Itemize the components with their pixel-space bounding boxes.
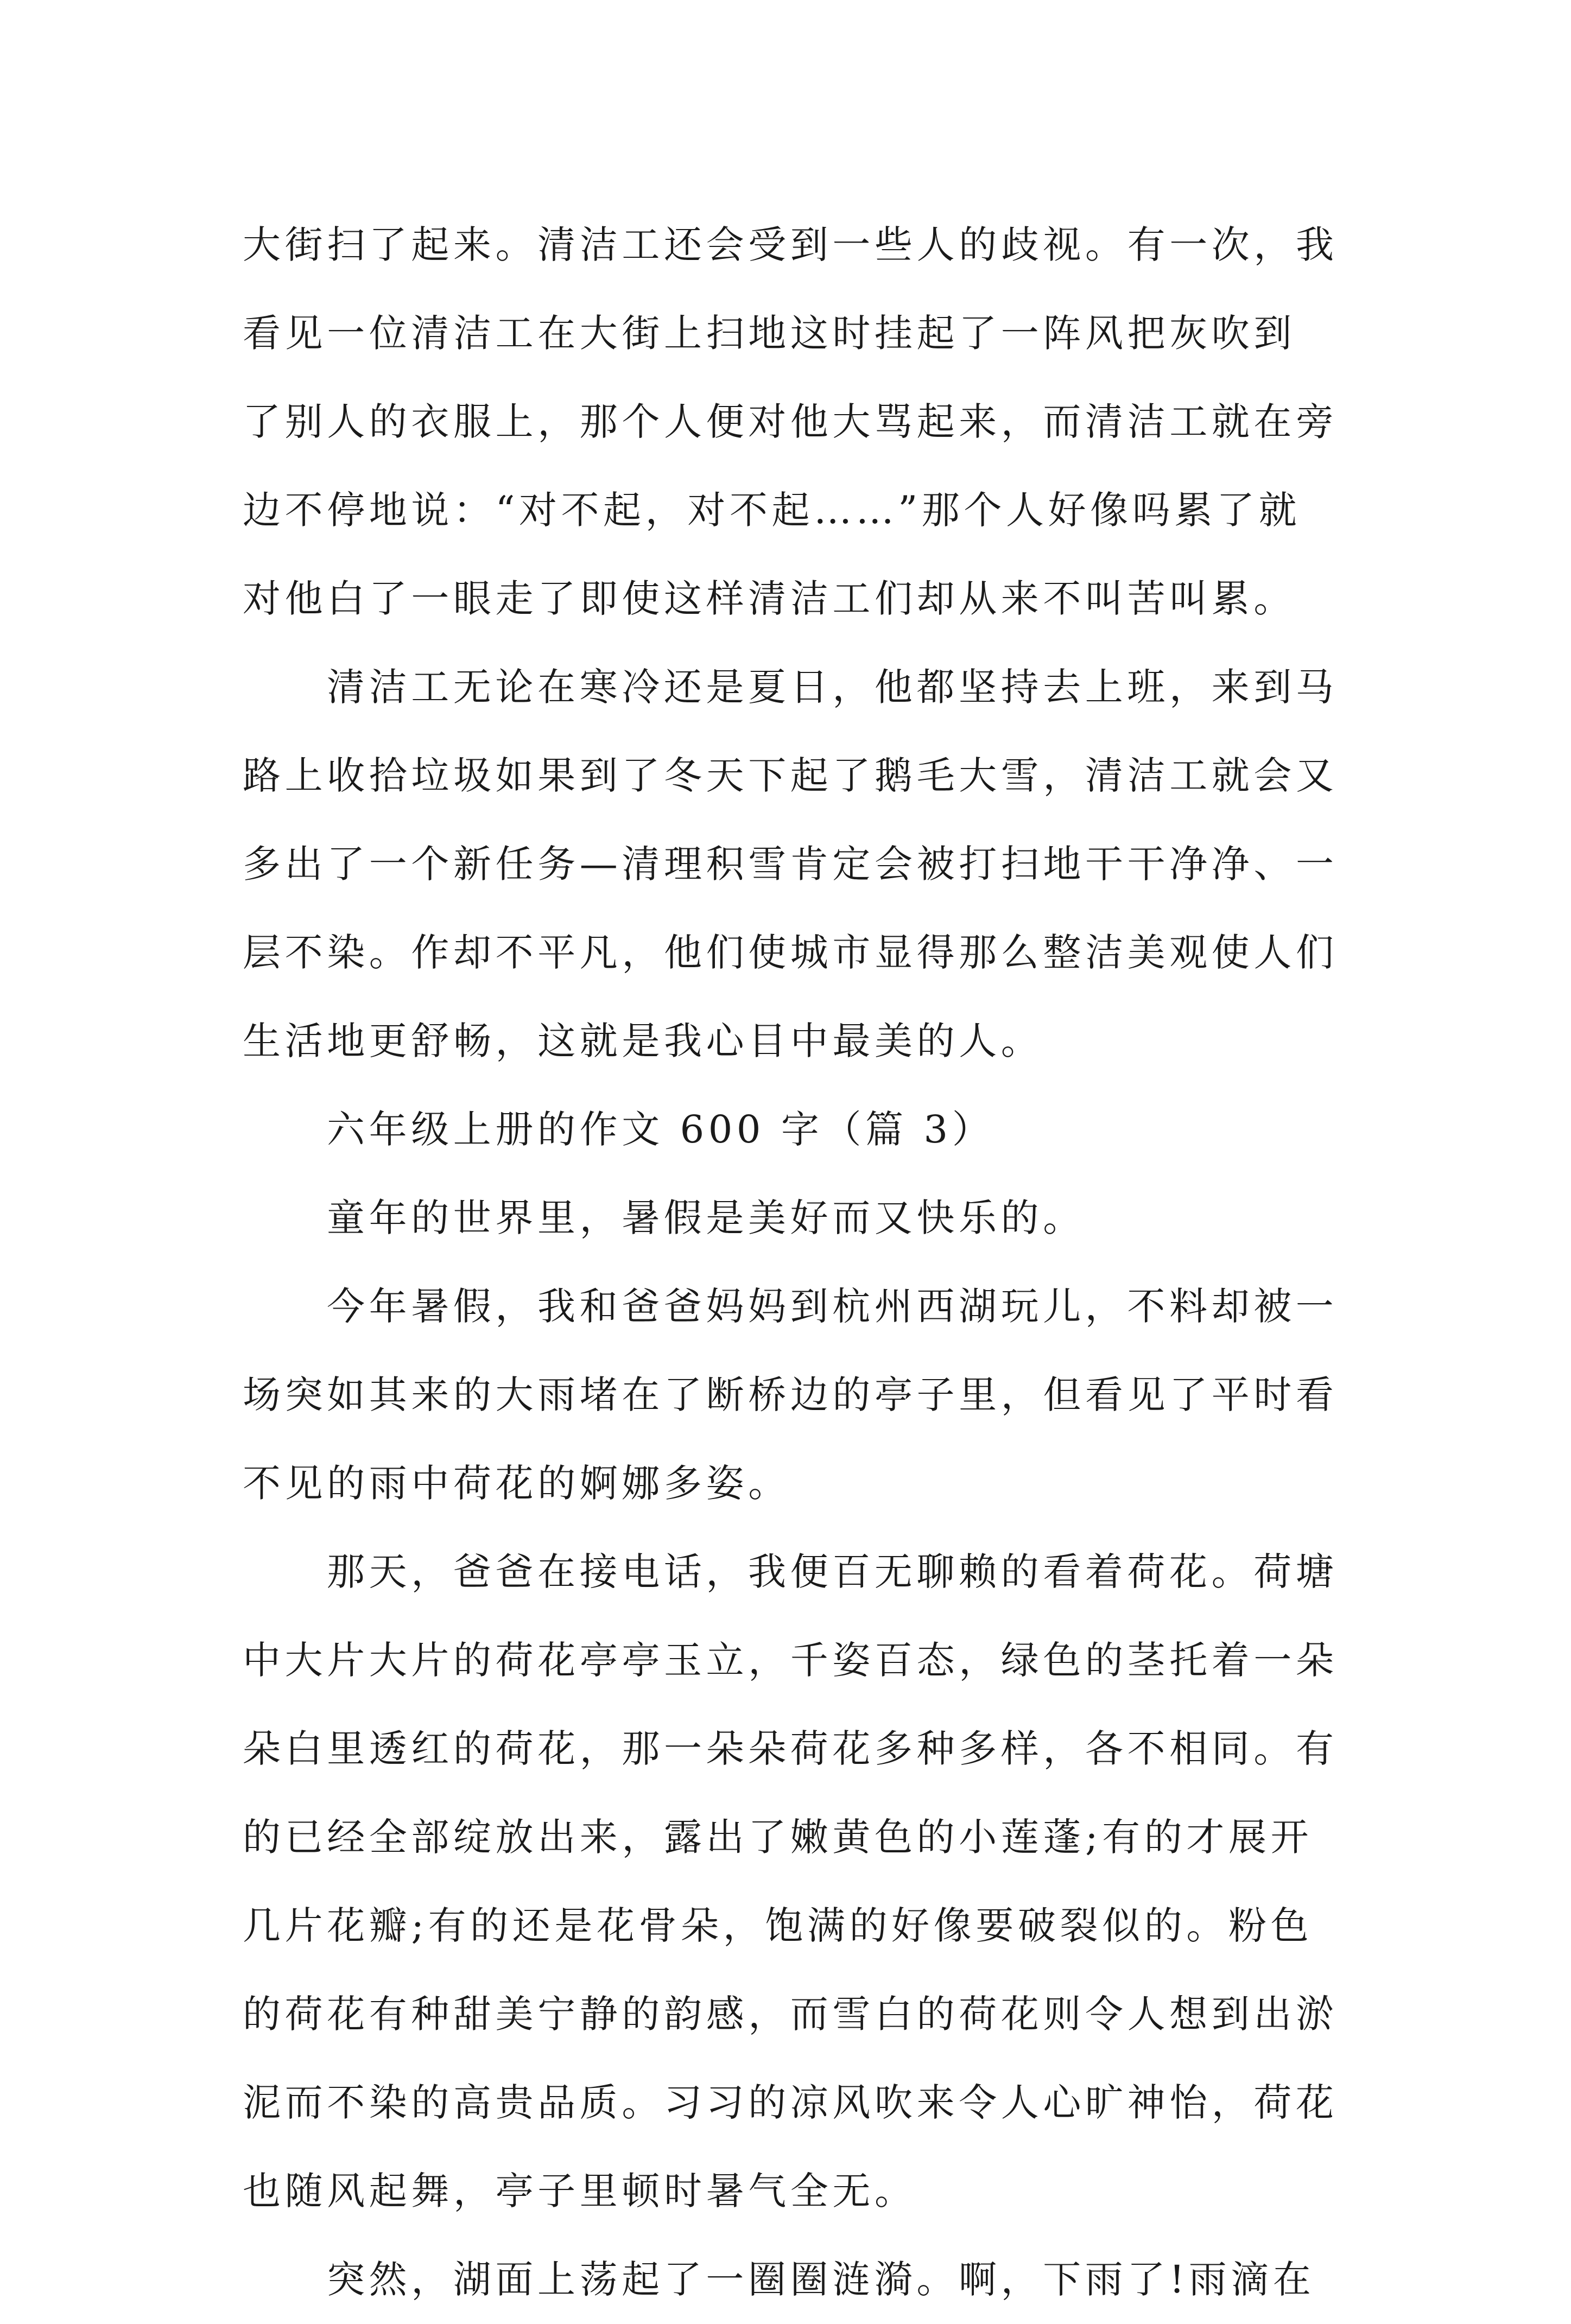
text-line: 不见的雨中荷花的婀娜多姿。 [243, 1461, 790, 1506]
text-line: 童年的世界里，暑假是美好而又快乐的。 [327, 1196, 1085, 1240]
text-line: 突然，湖面上荡起了一圈圈涟漪。啊，下雨了!雨滴在 [327, 2257, 1315, 2302]
text-line: 看见一位清洁工在大街上扫地这时挂起了一阵风把灰吹到 [243, 311, 1296, 355]
text-line: 清洁工无论在寒冷还是夏日，他都坚持去上班，来到马 [327, 665, 1338, 709]
text-line: 朵白里透红的荷花，那一朵朵荷花多种多样，各不相同。有 [243, 1726, 1338, 1771]
text-line: 六年级上册的作文 600 字（篇 3） [327, 1107, 994, 1152]
text-line: 层不染。作却不平凡，他们使城市显得那么整洁美观使人们 [243, 930, 1338, 975]
text-line: 了别人的衣服上，那个人便对他大骂起来，而清洁工就在旁 [243, 399, 1338, 444]
text-line: 多出了一个新任务—清理积雪肯定会被打扫地干干净净、一 [243, 842, 1338, 886]
body-text [243, 201, 1347, 2324]
text-line: 生活地更舒畅，这就是我心目中最美的人。 [243, 1019, 1043, 1063]
text-line: 大街扫了起来。清洁工还会受到一些人的歧视。有一次，我 [243, 223, 1338, 267]
text-line: 那天，爸爸在接电话，我便百无聊赖的看着荷花。荷塘 [327, 1550, 1338, 1594]
text-line: 也随风起舞，亭子里顿时暑气全无。 [243, 2169, 917, 2213]
text-line: 对他白了一眼走了即使这样清洁工们却从来不叫苦叫累。 [243, 576, 1296, 621]
text-line: 的已经全部绽放出来，露出了嫩黄色的小莲蓬;有的才展开 [243, 1815, 1313, 1859]
text-line: 路上收拾垃圾如果到了冬天下起了鹅毛大雪，清洁工就会又 [243, 753, 1338, 798]
text-line: 泥而不染的高贵品质。习习的凉风吹来令人心旷神怡，荷花 [243, 2080, 1338, 2125]
text-line: 中大片大片的荷花亭亭玉立，千姿百态，绿色的茎托着一朵 [243, 1638, 1338, 1682]
text-line: 今年暑假，我和爸爸妈妈到杭州西湖玩儿，不料却被一 [327, 1284, 1338, 1329]
text-line: 几片花瓣;有的还是花骨朵，饱满的好像要破裂似的。粉色 [243, 1903, 1313, 1948]
text-line: 场突如其来的大雨堵在了断桥边的亭子里，但看见了平时看 [243, 1373, 1338, 1417]
text-line: 的荷花有种甜美宁静的韵感，而雪白的荷花则令人想到出淤 [243, 1992, 1338, 2036]
text-line: 边不停地说：“对不起，对不起……”那个人好像吗累了就 [243, 488, 1301, 532]
